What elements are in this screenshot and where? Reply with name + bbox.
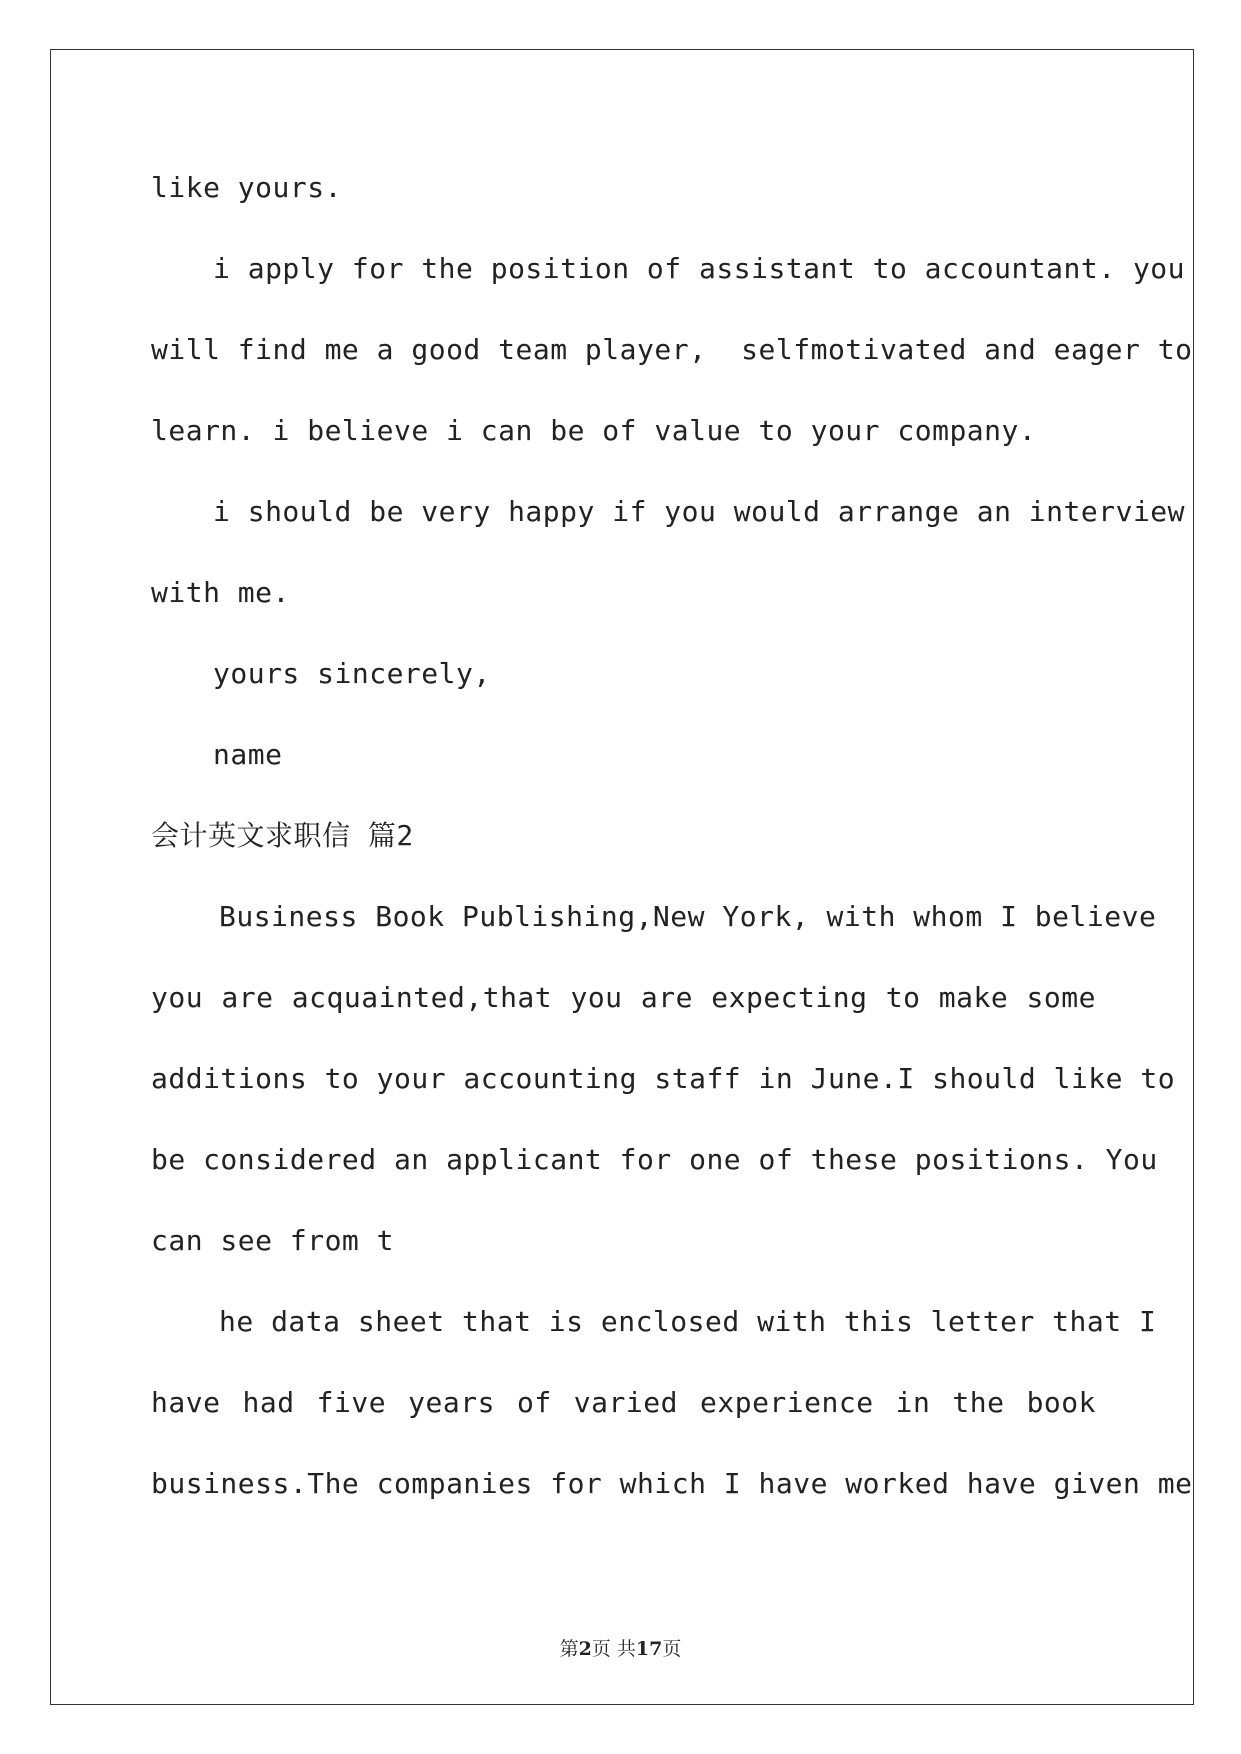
footer-suffix: 页: [662, 1638, 682, 1660]
paragraph-line: with me.: [151, 576, 290, 609]
page-footer: [0, 1634, 1241, 1661]
current-page-number: 2: [578, 1638, 592, 1660]
text-line: like yours.: [151, 171, 342, 204]
footer-middle: 页 共: [591, 1638, 636, 1660]
footer-prefix: 第: [559, 1638, 579, 1660]
section-heading: 会计英文求职信 篇2: [151, 819, 414, 852]
paragraph-line: be considered an applicant for one of these positions. You: [151, 1143, 1158, 1176]
total-page-count: 17: [635, 1638, 663, 1660]
paragraph-line: i should be very happy if you would arrange an interview: [213, 495, 1186, 528]
paragraph-line: he data sheet that is enclosed with this letter that I: [219, 1305, 1157, 1338]
paragraph-line: have had five years of varied experience in the book: [151, 1386, 1096, 1419]
paragraph-line: Business Book Publishing,New York, with whom I believe: [219, 900, 1157, 933]
paragraph-line: will find me a good team player, selfmotivated and eager to: [151, 333, 1193, 366]
document-body: [151, 162, 1193, 1539]
paragraph-line: i apply for the position of assistant to accountant. you: [213, 252, 1186, 285]
paragraph-line: business.The companies for which I have worked have given me: [151, 1467, 1193, 1500]
closing-line: yours sincerely,: [213, 657, 491, 690]
paragraph-line: learn. i believe i can be of value to your company.: [151, 414, 1037, 447]
paragraph-line: additions to your accounting staff in June.I should like to: [151, 1062, 1176, 1095]
signature-line: name: [213, 738, 283, 771]
paragraph-line: you are acquainted,that you are expecting to make some: [151, 981, 1096, 1014]
paragraph-line: can see from t: [151, 1224, 395, 1257]
